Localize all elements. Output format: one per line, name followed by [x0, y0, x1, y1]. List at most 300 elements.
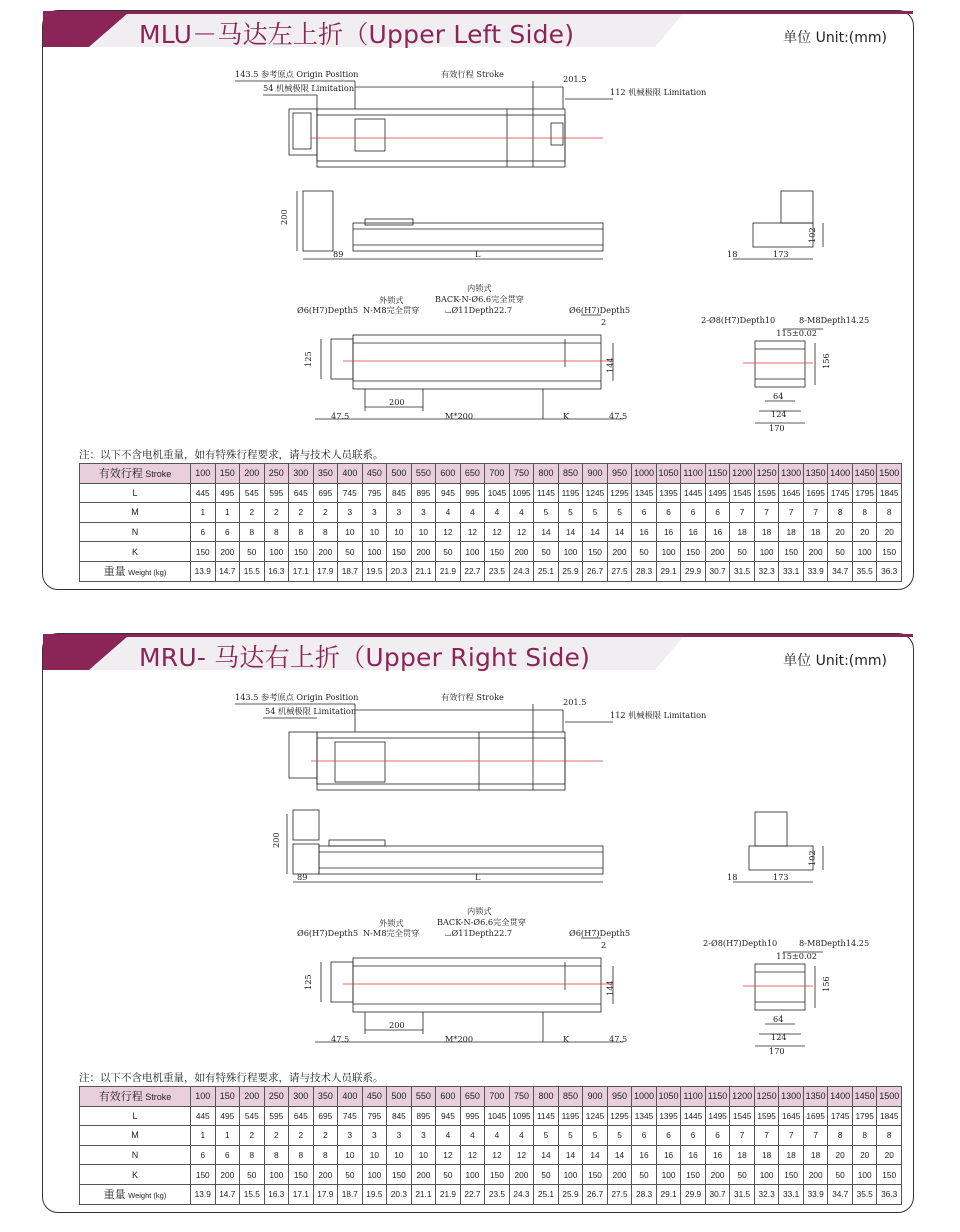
label-47-5-a: 47.5	[331, 411, 350, 421]
stroke-cell: 350	[313, 464, 338, 484]
value-cell: 50	[828, 1165, 853, 1185]
value-cell: 35.5	[852, 561, 877, 581]
value-cell: 36.3	[877, 561, 902, 581]
row-label	[80, 1106, 191, 1126]
value-cell: 15.5	[240, 561, 265, 581]
label-64: 64	[773, 391, 784, 401]
value-cell: 200	[411, 1165, 436, 1185]
value-cell: 645	[289, 483, 314, 503]
row-label	[80, 503, 191, 523]
value-cell: 32.3	[754, 561, 779, 581]
label-inner-3: ⌴Ø11Depth22.7	[445, 928, 513, 938]
value-cell: 2	[240, 1126, 265, 1146]
value-cell: 50	[338, 542, 363, 562]
stroke-cell: 100	[191, 464, 216, 484]
stroke-cell: 700	[485, 464, 510, 484]
value-cell: 16	[656, 1145, 681, 1165]
stroke-cell: 1050	[656, 464, 681, 484]
value-cell: 1495	[705, 1106, 730, 1126]
value-cell: 18.7	[338, 561, 363, 581]
stroke-cell: 100	[191, 1087, 216, 1107]
value-cell: 21.9	[436, 1184, 461, 1204]
label-m200: M*200	[445, 1034, 474, 1044]
table-row	[80, 1165, 902, 1185]
value-cell: 18	[754, 1145, 779, 1165]
value-cell: 100	[558, 542, 583, 562]
value-cell: 20	[828, 522, 853, 542]
stroke-cell: 1350	[803, 464, 828, 484]
value-cell: 1345	[632, 483, 657, 503]
stroke-cell: 400	[338, 464, 363, 484]
label-144: 144	[605, 980, 615, 996]
value-cell: 5	[583, 1126, 608, 1146]
table-header-row	[80, 464, 902, 484]
value-cell: 2	[289, 1126, 314, 1146]
label-lim-54: 54 机械极限 Limitation	[263, 83, 355, 93]
value-cell: 595	[264, 1106, 289, 1126]
value-cell: 150	[485, 1165, 510, 1185]
value-cell: 25.1	[534, 1184, 559, 1204]
value-cell: 18.7	[338, 1184, 363, 1204]
value-cell: 8	[852, 503, 877, 523]
value-cell: 5	[583, 503, 608, 523]
value-cell: 3	[362, 503, 387, 523]
value-cell: 1495	[705, 483, 730, 503]
value-cell: 14.7	[215, 1184, 240, 1204]
label-200-h: 200	[389, 397, 405, 407]
stroke-cell: 1150	[705, 1087, 730, 1107]
value-cell: 18	[803, 1145, 828, 1165]
value-cell: 150	[485, 542, 510, 562]
row-label-main: K	[131, 546, 138, 557]
value-cell: 1445	[681, 483, 706, 503]
value-cell: 150	[191, 1165, 216, 1185]
label-origin: 143.5 参考原点 Origin Position	[235, 69, 359, 79]
stroke-cell: 1500	[877, 464, 902, 484]
stroke-cell: 400	[338, 1087, 363, 1107]
unit-label: 单位 Unit:(mm)	[783, 653, 887, 669]
value-cell: 10	[338, 1145, 363, 1165]
spec-card-mru	[42, 633, 914, 1213]
value-cell: 4	[436, 503, 461, 523]
value-cell: 25.1	[534, 561, 559, 581]
value-cell: 100	[754, 1165, 779, 1185]
stroke-cell: 950	[607, 464, 632, 484]
value-cell: 150	[583, 1165, 608, 1185]
value-cell: 1645	[779, 1106, 804, 1126]
value-cell: 23.5	[485, 1184, 510, 1204]
row-label-main: L	[132, 487, 138, 498]
label-89: 89	[297, 872, 308, 882]
stroke-cell: 450	[362, 1087, 387, 1107]
value-cell: 4	[436, 1126, 461, 1146]
value-cell: 27.5	[607, 1184, 632, 1204]
value-cell: 17.1	[289, 561, 314, 581]
label-125: 125	[303, 351, 313, 367]
row-label	[80, 1184, 191, 1204]
value-cell: 10	[387, 522, 412, 542]
value-cell: 1795	[852, 483, 877, 503]
label-89: 89	[333, 249, 344, 259]
value-cell: 10	[362, 522, 387, 542]
value-cell: 12	[460, 1145, 485, 1165]
value-cell: 18	[754, 522, 779, 542]
label-lim-54: 54 机械极限 Limitation	[265, 706, 357, 716]
value-cell: 200	[215, 1165, 240, 1185]
value-cell: 12	[509, 1145, 534, 1165]
stroke-cell: 1000	[632, 1087, 657, 1107]
value-cell: 150	[681, 542, 706, 562]
section-title: MRU- 马达右上折（Upper Right Side)	[139, 643, 591, 672]
row-label	[80, 1165, 191, 1185]
value-cell: 16	[632, 522, 657, 542]
row-label	[80, 483, 191, 503]
value-cell: 7	[779, 503, 804, 523]
value-cell: 1745	[828, 483, 853, 503]
label-125: 125	[303, 974, 313, 990]
value-cell: 33.9	[803, 561, 828, 581]
value-cell: 34.7	[828, 561, 853, 581]
value-cell: 6	[191, 1145, 216, 1165]
value-cell: 23.5	[485, 561, 510, 581]
value-cell: 6	[681, 503, 706, 523]
label-2-o8: 2-Ø8(H7)Depth10	[701, 315, 776, 325]
table-row	[80, 542, 902, 562]
label-lim-112: 112 机械极限 Limitation	[610, 87, 707, 97]
stroke-cell: 1100	[681, 464, 706, 484]
value-cell: 4	[509, 1126, 534, 1146]
table-row	[80, 1145, 902, 1165]
value-cell: 945	[436, 483, 461, 503]
label-170: 170	[769, 423, 785, 433]
label-outer-2: N-M8完全贯穿	[363, 305, 420, 315]
label-2-o8: 2-Ø8(H7)Depth10	[703, 938, 778, 948]
section-title: MLU－马达左上折（Upper Left Side)	[139, 20, 575, 49]
value-cell: 100	[264, 1165, 289, 1185]
value-cell: 1145	[534, 483, 559, 503]
stroke-cell: 200	[240, 1087, 265, 1107]
value-cell: 16	[681, 522, 706, 542]
label-124: 124	[771, 1032, 787, 1042]
stroke-cell: 1450	[852, 464, 877, 484]
value-cell: 495	[215, 483, 240, 503]
table-row	[80, 483, 902, 503]
value-cell: 150	[289, 542, 314, 562]
value-cell: 200	[509, 542, 534, 562]
label-stroke: 有效行程 Stroke	[441, 69, 504, 79]
stroke-cell: 550	[411, 464, 436, 484]
stroke-cell: 1150	[705, 464, 730, 484]
value-cell: 12	[509, 522, 534, 542]
value-cell: 4	[460, 503, 485, 523]
row-label-main: 重量	[103, 566, 126, 579]
stroke-cell: 700	[485, 1087, 510, 1107]
value-cell: 14	[583, 1145, 608, 1165]
value-cell: 200	[411, 542, 436, 562]
value-cell: 50	[632, 542, 657, 562]
spec-card-mlu	[42, 10, 914, 590]
stroke-cell: 650	[460, 464, 485, 484]
value-cell: 34.7	[828, 1184, 853, 1204]
value-cell: 20	[828, 1145, 853, 1165]
value-cell: 100	[460, 542, 485, 562]
stroke-cell: 900	[583, 1087, 608, 1107]
value-cell: 1095	[509, 1106, 534, 1126]
value-cell: 12	[485, 522, 510, 542]
value-cell: 14	[558, 522, 583, 542]
value-cell: 50	[828, 542, 853, 562]
row-label-main: 重量	[103, 1189, 126, 1202]
value-cell: 13.9	[191, 1184, 216, 1204]
table-row	[80, 503, 902, 523]
label-18: 18	[727, 249, 738, 259]
value-cell: 100	[460, 1165, 485, 1185]
stroke-cell: 1050	[656, 1087, 681, 1107]
value-cell: 50	[338, 1165, 363, 1185]
value-cell: 100	[362, 1165, 387, 1185]
value-cell: 16	[681, 1145, 706, 1165]
value-cell: 18	[803, 522, 828, 542]
value-cell: 28.3	[632, 561, 657, 581]
value-cell: 1445	[681, 1106, 706, 1126]
value-cell: 8	[313, 522, 338, 542]
value-cell: 150	[779, 1165, 804, 1185]
value-cell: 25.9	[558, 561, 583, 581]
value-cell: 845	[387, 1106, 412, 1126]
value-cell: 150	[191, 542, 216, 562]
row-label-sub: Weight (kg)	[128, 568, 167, 578]
label-K: K	[563, 1034, 570, 1044]
value-cell: 1195	[558, 1106, 583, 1126]
value-cell: 7	[730, 1126, 755, 1146]
stroke-cell: 300	[289, 464, 314, 484]
value-cell: 6	[191, 522, 216, 542]
table-row	[80, 1126, 902, 1146]
value-cell: 445	[191, 1106, 216, 1126]
stroke-cell: 600	[436, 464, 461, 484]
table-row	[80, 522, 902, 542]
value-cell: 100	[656, 1165, 681, 1185]
row-label-sub: Weight (kg)	[128, 1191, 167, 1201]
value-cell: 7	[803, 503, 828, 523]
stroke-cell: 450	[362, 464, 387, 484]
value-cell: 1595	[754, 483, 779, 503]
label-201-5: 201.5	[563, 74, 587, 84]
value-cell: 10	[338, 522, 363, 542]
value-cell: 1595	[754, 1106, 779, 1126]
value-cell: 200	[313, 542, 338, 562]
value-cell: 18	[779, 522, 804, 542]
label-124: 124	[771, 409, 787, 419]
label-K: K	[563, 411, 570, 421]
label-outer-2: N-M8完全贯穿	[363, 928, 420, 938]
value-cell: 18	[730, 522, 755, 542]
value-cell: 845	[387, 483, 412, 503]
value-cell: 4	[485, 503, 510, 523]
value-cell: 29.9	[681, 561, 706, 581]
value-cell: 20	[852, 522, 877, 542]
label-origin: 143.5 参考原点 Origin Position	[235, 692, 359, 702]
value-cell: 36.3	[877, 1184, 902, 1204]
label-173: 173	[773, 872, 789, 882]
stroke-cell: 1250	[754, 1087, 779, 1107]
value-cell: 29.1	[656, 561, 681, 581]
value-cell: 200	[607, 542, 632, 562]
stroke-cell: 150	[215, 1087, 240, 1107]
value-cell: 6	[215, 1145, 240, 1165]
value-cell: 1345	[632, 1106, 657, 1126]
value-cell: 26.7	[583, 561, 608, 581]
value-cell: 1	[215, 503, 240, 523]
value-cell: 31.5	[730, 561, 755, 581]
value-cell: 10	[411, 522, 436, 542]
value-cell: 7	[754, 503, 779, 523]
value-cell: 1	[191, 1126, 216, 1146]
value-cell: 50	[534, 1165, 559, 1185]
stroke-cell: 1400	[828, 1087, 853, 1107]
label-2: 2	[601, 940, 607, 950]
value-cell: 3	[387, 503, 412, 523]
stroke-cell: 250	[264, 464, 289, 484]
value-cell: 10	[411, 1145, 436, 1165]
value-cell: 6	[215, 522, 240, 542]
value-cell: 20.3	[387, 1184, 412, 1204]
label-64: 64	[773, 1014, 784, 1024]
value-cell: 595	[264, 483, 289, 503]
label-L: L	[475, 249, 481, 259]
row-label-main: N	[131, 527, 139, 538]
value-cell: 1845	[877, 483, 902, 503]
value-cell: 8	[877, 1126, 902, 1146]
value-cell: 12	[460, 522, 485, 542]
value-cell: 50	[436, 542, 461, 562]
value-cell: 1545	[730, 483, 755, 503]
value-cell: 1795	[852, 1106, 877, 1126]
value-cell: 15.5	[240, 1184, 265, 1204]
value-cell: 795	[362, 1106, 387, 1126]
value-cell: 1	[215, 1126, 240, 1146]
stroke-cell: 500	[387, 464, 412, 484]
value-cell: 14	[607, 522, 632, 542]
value-cell: 1695	[803, 483, 828, 503]
label-156: 156	[821, 353, 831, 369]
value-cell: 545	[240, 483, 265, 503]
value-cell: 150	[877, 542, 902, 562]
label-47-5-b: 47.5	[609, 1034, 628, 1044]
label-inner-2: BACK-N-Ø6.6完全贯穿	[435, 294, 524, 304]
label-170: 170	[769, 1046, 785, 1056]
value-cell: 8	[240, 1145, 265, 1165]
value-cell: 6	[632, 1126, 657, 1146]
header-label	[80, 464, 191, 484]
value-cell: 17.9	[313, 1184, 338, 1204]
value-cell: 5	[558, 503, 583, 523]
value-cell: 20	[877, 522, 902, 542]
value-cell: 21.1	[411, 561, 436, 581]
value-cell: 2	[289, 503, 314, 523]
value-cell: 150	[681, 1165, 706, 1185]
value-cell: 4	[509, 503, 534, 523]
row-label	[80, 561, 191, 581]
value-cell: 5	[558, 1126, 583, 1146]
value-cell: 7	[779, 1126, 804, 1146]
table-row	[80, 1106, 902, 1126]
value-cell: 29.9	[681, 1184, 706, 1204]
label-201-5: 201.5	[563, 697, 587, 707]
value-cell: 20	[877, 1145, 902, 1165]
value-cell: 10	[387, 1145, 412, 1165]
stroke-cell: 800	[534, 464, 559, 484]
value-cell: 19.5	[362, 561, 387, 581]
stroke-cell: 1450	[852, 1087, 877, 1107]
stroke-cell: 1200	[730, 464, 755, 484]
value-cell: 100	[558, 1165, 583, 1185]
value-cell: 150	[583, 542, 608, 562]
value-cell: 3	[362, 1126, 387, 1146]
value-cell: 12	[436, 1145, 461, 1165]
value-cell: 100	[852, 542, 877, 562]
header-label	[80, 1087, 191, 1107]
table-row	[80, 561, 902, 581]
value-cell: 50	[632, 1165, 657, 1185]
value-cell: 1045	[485, 1106, 510, 1126]
label-pin-right: Ø6(H7)Depth5	[569, 305, 631, 315]
value-cell: 200	[705, 542, 730, 562]
stroke-cell: 650	[460, 1087, 485, 1107]
stroke-cell: 250	[264, 1087, 289, 1107]
value-cell: 1395	[656, 483, 681, 503]
row-label	[80, 522, 191, 542]
label-47-5-b: 47.5	[609, 411, 628, 421]
label-m200: M*200	[445, 411, 474, 421]
value-cell: 1695	[803, 1106, 828, 1126]
row-label-main: N	[131, 1150, 139, 1161]
stroke-cell: 1400	[828, 464, 853, 484]
value-cell: 27.5	[607, 561, 632, 581]
value-cell: 22.7	[460, 561, 485, 581]
value-cell: 150	[387, 1165, 412, 1185]
header-label-sub: Stroke	[145, 469, 172, 480]
label-200-h: 200	[389, 1020, 405, 1030]
label-stroke: 有效行程 Stroke	[441, 692, 504, 702]
value-cell: 16	[656, 522, 681, 542]
value-cell: 20.3	[387, 561, 412, 581]
value-cell: 1	[191, 503, 216, 523]
label-47-5-a: 47.5	[331, 1034, 350, 1044]
value-cell: 8	[852, 1126, 877, 1146]
row-label-main: K	[131, 1169, 138, 1180]
stroke-cell: 950	[607, 1087, 632, 1107]
value-cell: 3	[387, 1126, 412, 1146]
value-cell: 5	[607, 1126, 632, 1146]
value-cell: 8	[828, 1126, 853, 1146]
label-102: 102	[807, 227, 817, 243]
row-label	[80, 1126, 191, 1146]
value-cell: 28.3	[632, 1184, 657, 1204]
value-cell: 17.9	[313, 561, 338, 581]
row-label-main: M	[131, 507, 139, 518]
label-8-m8: 8-M8Depth14.25	[799, 938, 870, 948]
stroke-cell: 1200	[730, 1087, 755, 1107]
stroke-cell: 1250	[754, 464, 779, 484]
table-row	[80, 1184, 902, 1204]
value-cell: 7	[803, 1126, 828, 1146]
value-cell: 1045	[485, 483, 510, 503]
label-outer-1: 外锁式	[379, 918, 404, 928]
value-cell: 14.7	[215, 561, 240, 581]
value-cell: 30.7	[705, 1184, 730, 1204]
label-pin-left: Ø6(H7)Depth5	[297, 305, 359, 315]
